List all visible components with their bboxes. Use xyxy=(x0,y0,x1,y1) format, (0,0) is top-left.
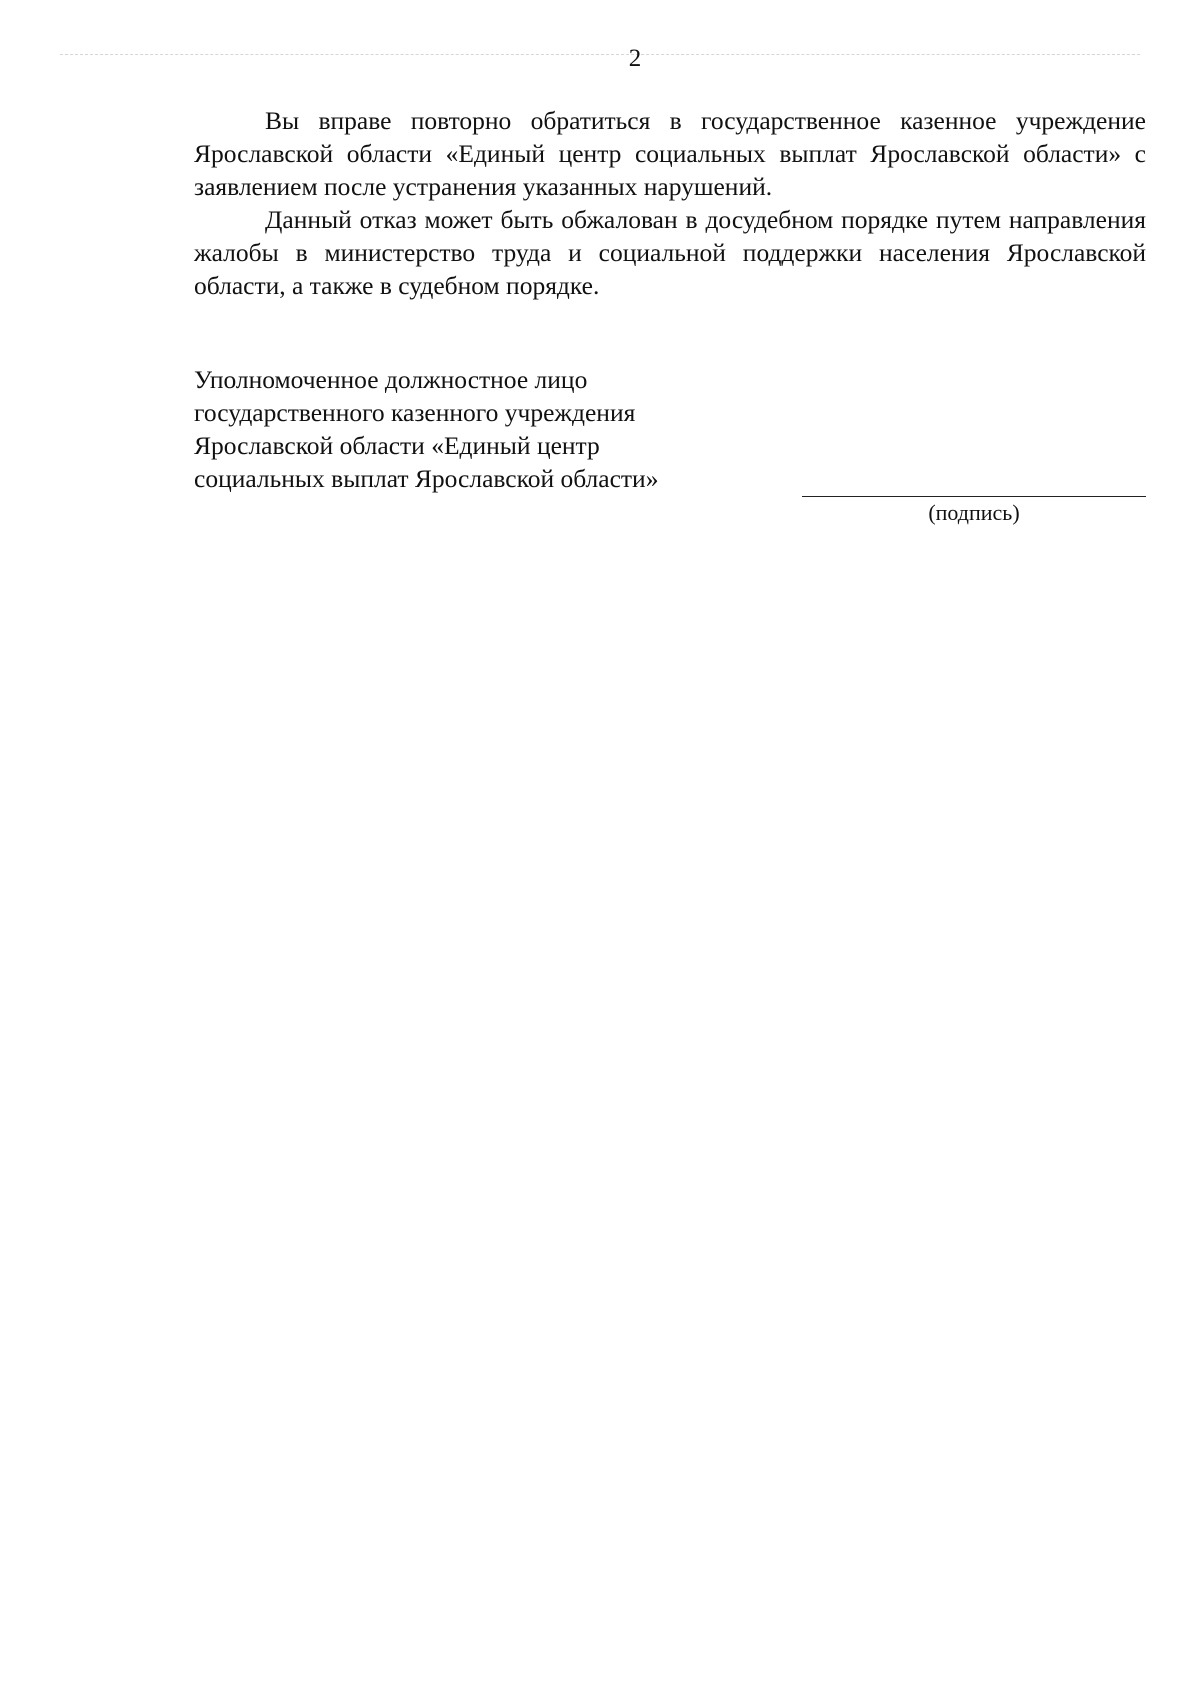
signature-caption: (подпись) xyxy=(928,500,1020,525)
signatory-line: Уполномоченное должностное лицо xyxy=(194,365,588,394)
signatory-line: государственного казенного учреждения xyxy=(194,398,636,427)
paragraph-appeal-notice: Данный отказ может быть обжалован в досудебном порядке путем направления жалобы в министерство труда и социальной поддержки населения Ярославской области, а также в судебном порядке. xyxy=(194,205,1146,300)
signatory-line: социальных выплат Ярославской области» xyxy=(194,464,659,493)
signatory-line: Ярославской области «Единый центр xyxy=(194,431,600,460)
signatory-block xyxy=(194,363,754,495)
signature-line xyxy=(802,496,1146,497)
page-number: 2 xyxy=(628,45,642,72)
paragraph-reapply-notice: Вы вправе повторно обратиться в государственное казенное учреждение Ярославской области «Единый центр социальных выплат Ярославской области» с заявлением после устранения указанных нарушений. xyxy=(194,106,1146,201)
body-text xyxy=(194,104,1146,302)
